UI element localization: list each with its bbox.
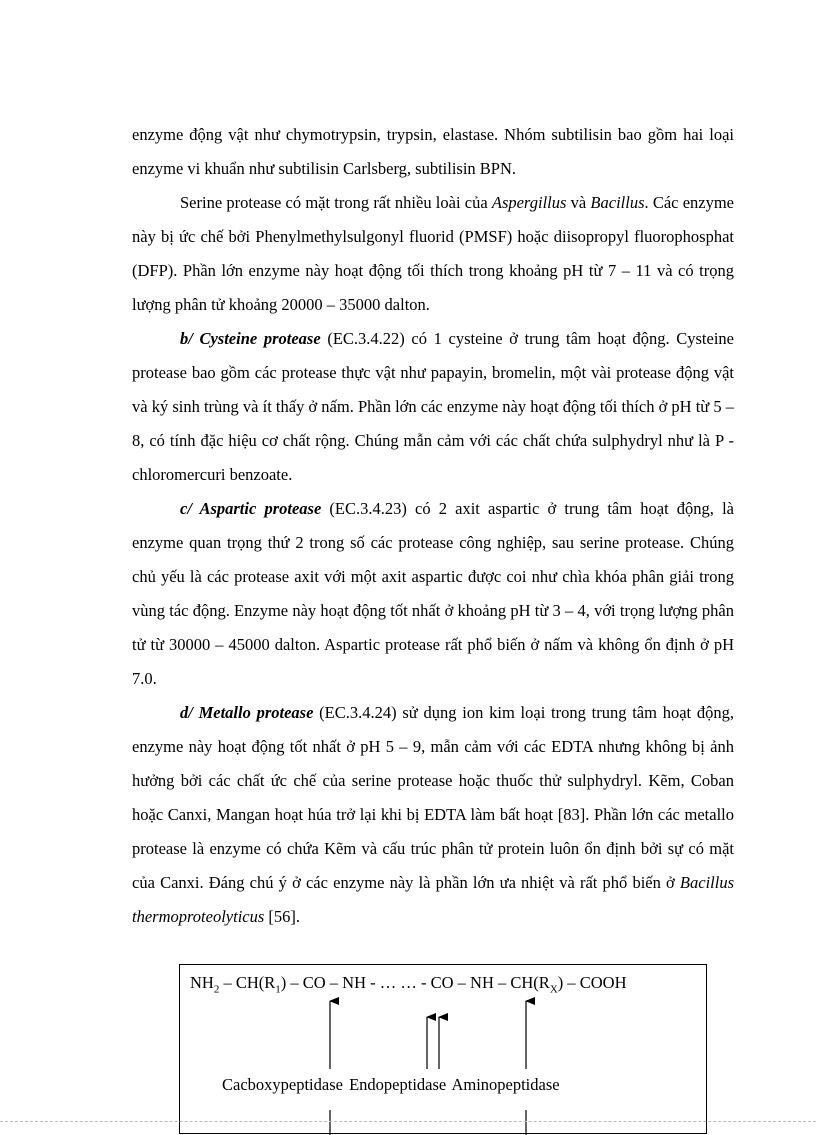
text-span: Serine protease có mặt trong rất nhiều loài của [180, 193, 492, 212]
species-bacillus: Bacillus [590, 193, 645, 212]
formula-part: – CH(R [219, 973, 276, 992]
page-bottom-rule [0, 1121, 816, 1122]
text-span: (EC.3.4.23) có 2 axit aspartic ở trung tâm hoạt động, là enzyme quan trọng thứ 2 trong số các protease công nghiệp, sau serine protease. Chúng chủ yếu là các protease axit với một axit aspartic được coi như chìa khóa phân giải trong vùng tác động. Enzyme này hoạt động tốt nhất ở khoảng pH từ 3 – 4, với trọng lượng phân tử từ 30000 – 45000 dalton. Aspartic protease rất phổ biến ở nấm và không ổn định ở pH 7.0. [132, 499, 734, 688]
species-aspergillus: Aspergillus [491, 193, 567, 212]
cleavage-arrows [180, 965, 708, 1135]
formula-subscript: X [549, 983, 558, 996]
formula-subscript: 2 [213, 983, 220, 996]
text-span: . Các enzyme này bị ức chế bởi Phenylmethylsulgonyl fluorid (PMSF) hoặc diisopropyl fluorophosphat (DFP). Phần lớn enzyme này hoạt động tối thích trong khoảng pH từ 7 – 11 và có trọng lượng phân tử khoảng 20000 – 35000 dalton. [132, 193, 735, 314]
paragraph-aspartic [132, 492, 734, 696]
formula-part: ) – COOH [557, 973, 627, 992]
peptide-cleavage-diagram [179, 964, 707, 1134]
text-span: [56]. [264, 907, 301, 926]
text-span: (EC.3.4.22) có 1 cysteine ở trung tâm hoạt động. Cysteine protease bao gồm các protease thực vật như papayin, bromelin, một vài protease động vật và ký sinh trùng và ít thấy ở nấm. Phần lớn các enzyme này hoạt động tối thích ở pH từ 5 – 8, có tính đặc hiệu cơ chất rộng. Chúng mẫn cảm với các chất chứa sulphydryl như là P - chloromercuri benzoate. [132, 329, 734, 484]
formula-part: NH [190, 973, 214, 992]
species-bacillus-thermoproteolyticus: Bacillus thermoproteolyticus [132, 873, 734, 926]
paragraph-cysteine [132, 322, 734, 492]
paragraph-1: enzyme động vật như chymotrypsin, trypsin, elastase. Nhóm subtilisin bao gồm hai loại enzyme vi khuẩn như subtilisin Carlsberg, subtilisin BPN. [132, 125, 734, 178]
formula-subscript: 1 [275, 983, 281, 996]
text-span: và [566, 193, 591, 212]
paragraph-serine [132, 186, 734, 322]
paragraph-metallo [132, 696, 734, 934]
enzyme-labels: Cacboxypeptidase Endopeptidase Aminopeptidase [222, 1075, 560, 1094]
heading-aspartic-protease: c/ Aspartic protease [180, 499, 322, 518]
heading-cysteine-protease: b/ Cysteine protease [180, 329, 321, 348]
text-span: (EC.3.4.24) sử dụng ion kim loại trong trung tâm hoạt động, enzyme này hoạt động tốt nhất ở pH 5 – 9, mẫn cảm với các EDTA nhưng không bị ảnh hưởng bởi các chất ức chế của serine protease hoặc thuốc thử sulphydryl. Kẽm, Coban hoặc Canxi, Mangan hoạt húa trở lại khi bị EDTA làm bất hoạt [83]. Phần lớn các metallo protease là enzyme có chứa Kẽm và cấu trúc phân tử protein luôn ổn định bởi sự có mặt của Canxi. Đáng chú ý ở các enzyme này là phần lớn ưa nhiệt và rất phổ biến ở [132, 703, 734, 892]
formula-part: ) – CO – NH - … … - CO – NH – CH(R [280, 973, 550, 992]
document-body [132, 118, 734, 934]
heading-metallo-protease: d/ Metallo protease [180, 703, 314, 722]
